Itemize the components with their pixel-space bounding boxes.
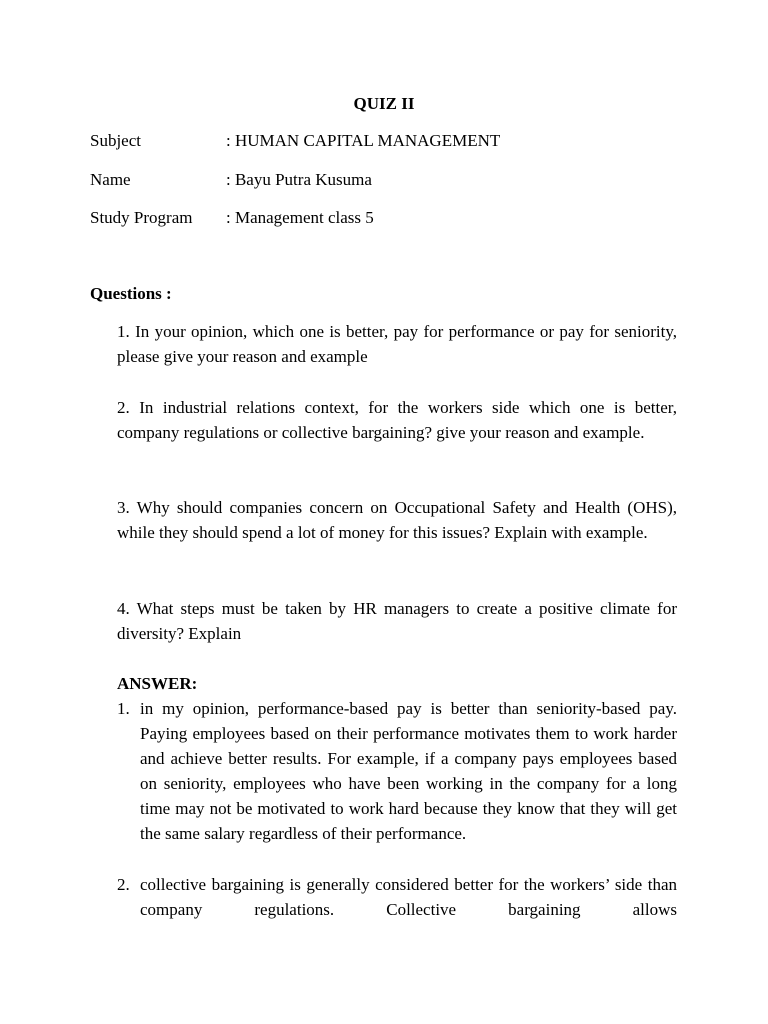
question-1: 1. In your opinion, which one is better, pay for performance or pay for seniority, please give your reason and example — [117, 322, 677, 366]
answer-2-text: collective bargaining is generally considered better for the workers’ side than company regulations. Collective bargaining allows — [140, 875, 677, 919]
meta-study-program-row — [90, 206, 374, 230]
answer-1 — [117, 696, 677, 846]
question-4: 4. What steps must be taken by HR managers to create a positive climate for diversity? Explain — [117, 599, 677, 643]
meta-name-label: Name — [90, 170, 131, 189]
meta-study-program-value: : Management class 5 — [226, 208, 374, 227]
meta-name-row — [90, 168, 372, 192]
answer-heading: ANSWER: — [117, 674, 198, 693]
question-2: 2. In industrial relations context, for the workers side which one is better, company regulations or collective bargaining? give your reason and example. — [117, 398, 677, 442]
meta-name-value: : Bayu Putra Kusuma — [226, 170, 372, 189]
document-title: QUIZ II — [353, 94, 415, 113]
meta-subject-value: : HUMAN CAPITAL MANAGEMENT — [226, 131, 501, 150]
questions-heading: Questions : — [90, 284, 172, 303]
meta-subject-label: Subject — [90, 131, 141, 150]
answer-1-text: in my opinion, performance-based pay is better than seniority-based pay. Paying employees based on their performance motivates them to work harder and achieve better results. For example, if a company pays employees based on seniority, employees who have been working in the company for a long time may not be motivated to work hard because they know that they will get the same salary regardless of their performance. — [140, 699, 677, 843]
answer-2 — [117, 872, 677, 922]
answer-1-number: 1. — [117, 699, 130, 718]
answer-2-number: 2. — [117, 875, 130, 894]
meta-subject-row — [90, 129, 500, 153]
question-3: 3. Why should companies concern on Occupational Safety and Health (OHS), while they should spend a lot of money for this issues? Explain with example. — [117, 498, 677, 542]
meta-study-program-label: Study Program — [90, 208, 193, 227]
